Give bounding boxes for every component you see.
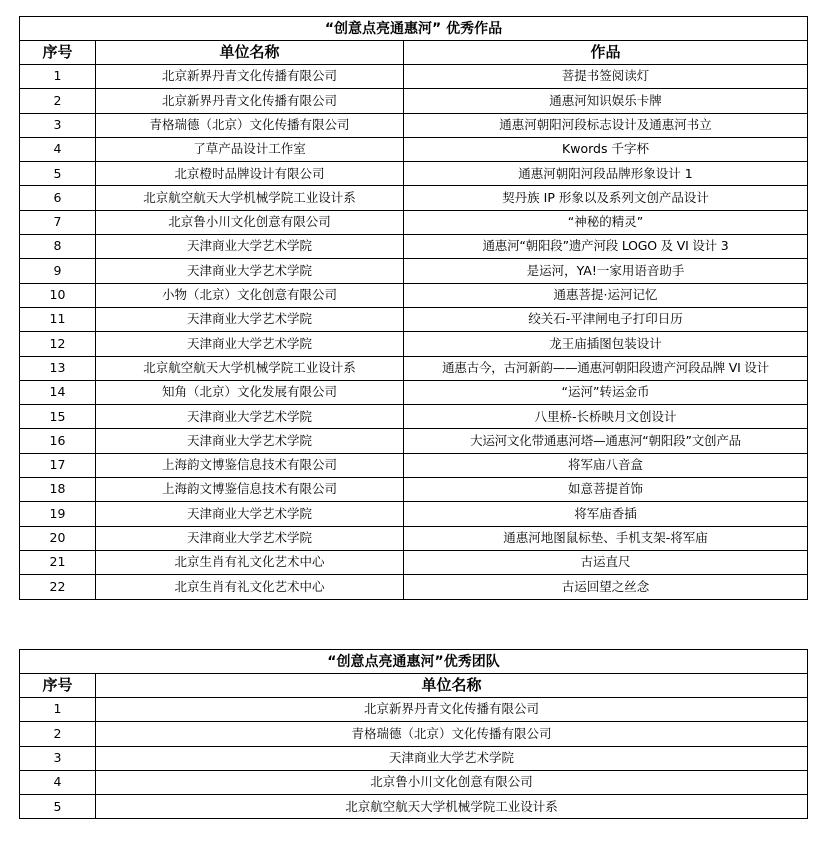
- works-cell-unit: 北京生肖有礼文化艺术中心: [96, 575, 404, 599]
- works-cell-work: 通惠河知识娱乐卡牌: [404, 89, 808, 113]
- teams-cell-unit: 北京鲁小川文化创意有限公司: [96, 770, 808, 794]
- works-row: [20, 429, 808, 453]
- works-row: [20, 307, 808, 331]
- works-cell-unit: 知角（北京）文化发展有限公司: [96, 380, 404, 404]
- works-header-unit: 单位名称: [96, 41, 404, 65]
- works-cell-no: 13: [20, 356, 96, 380]
- works-cell-unit: 青格瑞德（北京）文化传播有限公司: [96, 113, 404, 137]
- works-cell-unit: 北京新界丹青文化传播有限公司: [96, 65, 404, 89]
- works-row: [20, 502, 808, 526]
- works-row: [20, 259, 808, 283]
- works-cell-no: 4: [20, 137, 96, 161]
- works-cell-no: 7: [20, 210, 96, 234]
- works-cell-no: 22: [20, 575, 96, 599]
- works-row: [20, 380, 808, 404]
- works-cell-unit: 天津商业大学艺术学院: [96, 502, 404, 526]
- works-cell-work: 通惠古今，古河新韵——通惠河朝阳段遗产河段品牌 VI 设计: [404, 356, 808, 380]
- teams-body: [20, 698, 808, 819]
- works-cell-no: 2: [20, 89, 96, 113]
- works-cell-work: 菩提书签阅读灯: [404, 65, 808, 89]
- works-cell-work: 契丹族 IP 形象以及系列文创产品设计: [404, 186, 808, 210]
- works-cell-work: 八里桥-长桥映月文创设计: [404, 405, 808, 429]
- works-cell-no: 20: [20, 526, 96, 550]
- teams-cell-no: 2: [20, 722, 96, 746]
- works-row: [20, 526, 808, 550]
- works-cell-work: 通惠河朝阳河段标志设计及通惠河书立: [404, 113, 808, 137]
- works-row: [20, 453, 808, 477]
- works-cell-work: “神秘的精灵”: [404, 210, 808, 234]
- works-cell-unit: 天津商业大学艺术学院: [96, 405, 404, 429]
- works-header-no: 序号: [20, 41, 96, 65]
- works-row: [20, 235, 808, 259]
- teams-cell-unit: 天津商业大学艺术学院: [96, 746, 808, 770]
- teams-cell-no: 5: [20, 795, 96, 819]
- works-cell-work: 古运回望之丝念: [404, 575, 808, 599]
- teams-cell-no: 1: [20, 698, 96, 722]
- works-cell-no: 1: [20, 65, 96, 89]
- works-cell-unit: 北京新界丹青文化传播有限公司: [96, 89, 404, 113]
- works-cell-work: 通惠菩提·运河记忆: [404, 283, 808, 307]
- teams-header-no: 序号: [20, 674, 96, 698]
- works-row: [20, 550, 808, 574]
- teams-row: [20, 722, 808, 746]
- works-row: [20, 575, 808, 599]
- works-cell-no: 17: [20, 453, 96, 477]
- works-cell-work: 古运直尺: [404, 550, 808, 574]
- teams-cell-unit: 北京新界丹青文化传播有限公司: [96, 698, 808, 722]
- teams-row: [20, 746, 808, 770]
- works-cell-no: 16: [20, 429, 96, 453]
- works-cell-no: 9: [20, 259, 96, 283]
- works-cell-unit: 了草产品设计工作室: [96, 137, 404, 161]
- works-cell-unit: 天津商业大学艺术学院: [96, 259, 404, 283]
- works-cell-work: 大运河文化带通惠河塔—通惠河“朝阳段”文创产品: [404, 429, 808, 453]
- works-cell-no: 3: [20, 113, 96, 137]
- teams-header-row: [20, 674, 808, 698]
- works-cell-no: 19: [20, 502, 96, 526]
- teams-header-unit: 单位名称: [96, 674, 808, 698]
- teams-cell-no: 3: [20, 746, 96, 770]
- works-cell-work: 绞关石-平津闸电子打印日历: [404, 307, 808, 331]
- works-row: [20, 65, 808, 89]
- works-cell-unit: 天津商业大学艺术学院: [96, 429, 404, 453]
- works-cell-work: 通惠河朝阳河段品牌形象设计 1: [404, 162, 808, 186]
- works-cell-unit: 小物（北京）文化创意有限公司: [96, 283, 404, 307]
- teams-title-row: [20, 650, 808, 674]
- works-row: [20, 332, 808, 356]
- works-cell-work: “运河”转运金币: [404, 380, 808, 404]
- works-cell-no: 18: [20, 478, 96, 502]
- teams-row: [20, 795, 808, 819]
- teams-cell-no: 4: [20, 770, 96, 794]
- works-cell-no: 11: [20, 307, 96, 331]
- works-cell-no: 10: [20, 283, 96, 307]
- teams-table: [19, 649, 808, 819]
- works-row: [20, 137, 808, 161]
- works-cell-no: 12: [20, 332, 96, 356]
- teams-cell-unit: 青格瑞德（北京）文化传播有限公司: [96, 722, 808, 746]
- works-cell-work: 是运河，YA!一家用语音助手: [404, 259, 808, 283]
- works-cell-unit: 北京航空航天大学机械学院工业设计系: [96, 186, 404, 210]
- works-cell-work: 将军庙八音盒: [404, 453, 808, 477]
- works-cell-no: 5: [20, 162, 96, 186]
- works-row: [20, 113, 808, 137]
- works-cell-unit: 北京橙时品牌设计有限公司: [96, 162, 404, 186]
- works-cell-unit: 北京航空航天大学机械学院工业设计系: [96, 356, 404, 380]
- works-cell-unit: 天津商业大学艺术学院: [96, 235, 404, 259]
- works-cell-unit: 上海韵文博鉴信息技术有限公司: [96, 478, 404, 502]
- works-cell-unit: 北京生肖有礼文化艺术中心: [96, 550, 404, 574]
- works-cell-work: 通惠河地图鼠标垫、手机支架-将军庙: [404, 526, 808, 550]
- works-cell-no: 6: [20, 186, 96, 210]
- works-row: [20, 186, 808, 210]
- teams-cell-unit: 北京航空航天大学机械学院工业设计系: [96, 795, 808, 819]
- works-cell-no: 8: [20, 235, 96, 259]
- works-cell-no: 14: [20, 380, 96, 404]
- works-header-row: [20, 41, 808, 65]
- works-row: [20, 210, 808, 234]
- teams-title: “创意点亮通惠河”优秀团队: [20, 650, 808, 674]
- works-cell-no: 15: [20, 405, 96, 429]
- works-cell-work: 龙王庙插图包装设计: [404, 332, 808, 356]
- works-header-work: 作品: [404, 41, 808, 65]
- works-cell-work: 通惠河“朝阳段”遗产河段 LOGO 及 VI 设计 3: [404, 235, 808, 259]
- teams-row: [20, 698, 808, 722]
- works-cell-no: 21: [20, 550, 96, 574]
- works-title: “创意点亮通惠河” 优秀作品: [20, 17, 808, 41]
- works-cell-unit: 天津商业大学艺术学院: [96, 332, 404, 356]
- works-cell-work: Kwords 千字杯: [404, 137, 808, 161]
- works-cell-unit: 天津商业大学艺术学院: [96, 307, 404, 331]
- works-row: [20, 162, 808, 186]
- works-table: [19, 16, 808, 600]
- works-cell-unit: 上海韵文博鉴信息技术有限公司: [96, 453, 404, 477]
- works-row: [20, 478, 808, 502]
- works-row: [20, 89, 808, 113]
- works-cell-unit: 天津商业大学艺术学院: [96, 526, 404, 550]
- works-body: [20, 65, 808, 600]
- works-row: [20, 405, 808, 429]
- works-row: [20, 283, 808, 307]
- works-cell-work: 将军庙香插: [404, 502, 808, 526]
- works-cell-work: 如意菩提首饰: [404, 478, 808, 502]
- works-row: [20, 356, 808, 380]
- works-cell-unit: 北京鲁小川文化创意有限公司: [96, 210, 404, 234]
- teams-row: [20, 770, 808, 794]
- works-title-row: [20, 17, 808, 41]
